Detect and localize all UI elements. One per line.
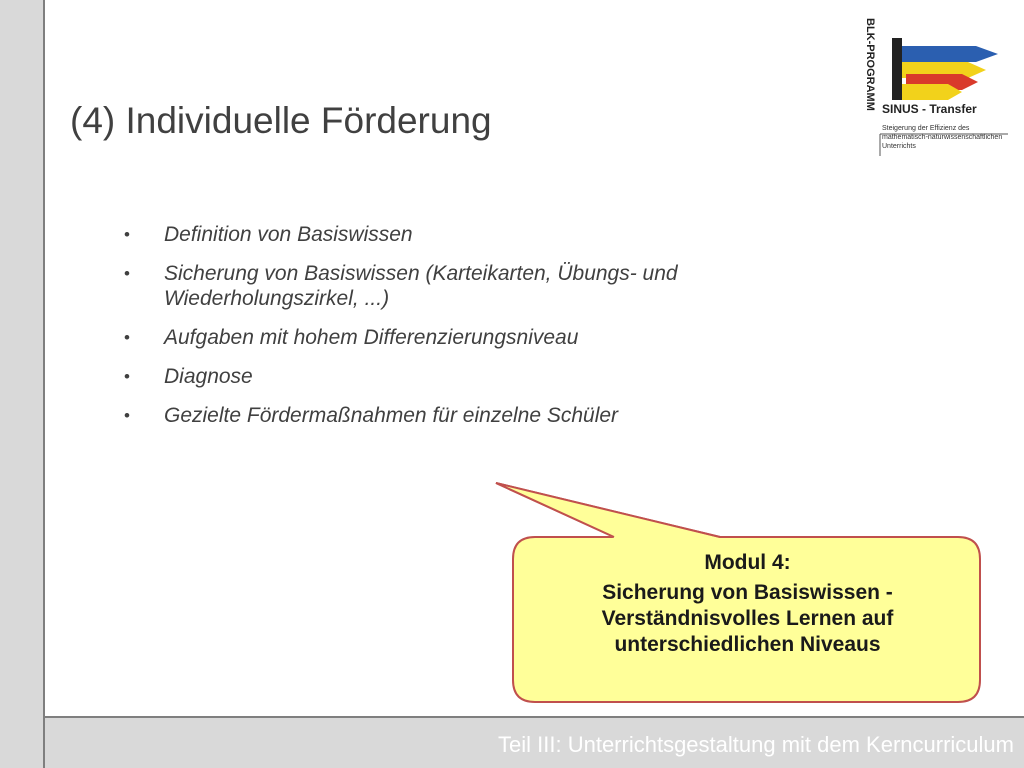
page-title: (4) Individuelle Förderung	[70, 100, 492, 141]
bullet-item: • Sicherung von Basiswissen (Karteikarten, Übungs- und Wiederholungszirkel, ...)	[120, 261, 810, 311]
pencils-icon	[892, 38, 998, 100]
callout-body: Sicherung von Basiswissen - Verständnisvolles Lernen auf unterschiedlichen Niveaus	[601, 581, 894, 656]
callout-text	[520, 550, 975, 658]
logo-vertical-text: BLK-PROGRAMM	[864, 18, 876, 111]
logo-subtitle: Steigerung der Effizienz des mathematisch-naturwissenschaftlichen Unterrichts	[882, 125, 1003, 150]
footer-text: Teil III: Unterrichtsgestaltung mit dem Kerncurriculum	[498, 732, 1014, 757]
bullet-item: • Aufgaben mit hohem Differenzierungsniveau	[120, 325, 810, 350]
bullet-item: • Definition von Basiswissen	[120, 222, 810, 247]
logo-name: SINUS - Transfer	[882, 102, 977, 116]
bullet-item: • Diagnose	[120, 364, 810, 389]
bullet-item: • Gezielte Fördermaßnahmen für einzelne Schüler	[120, 403, 810, 428]
callout-title: Modul 4:	[704, 551, 791, 574]
